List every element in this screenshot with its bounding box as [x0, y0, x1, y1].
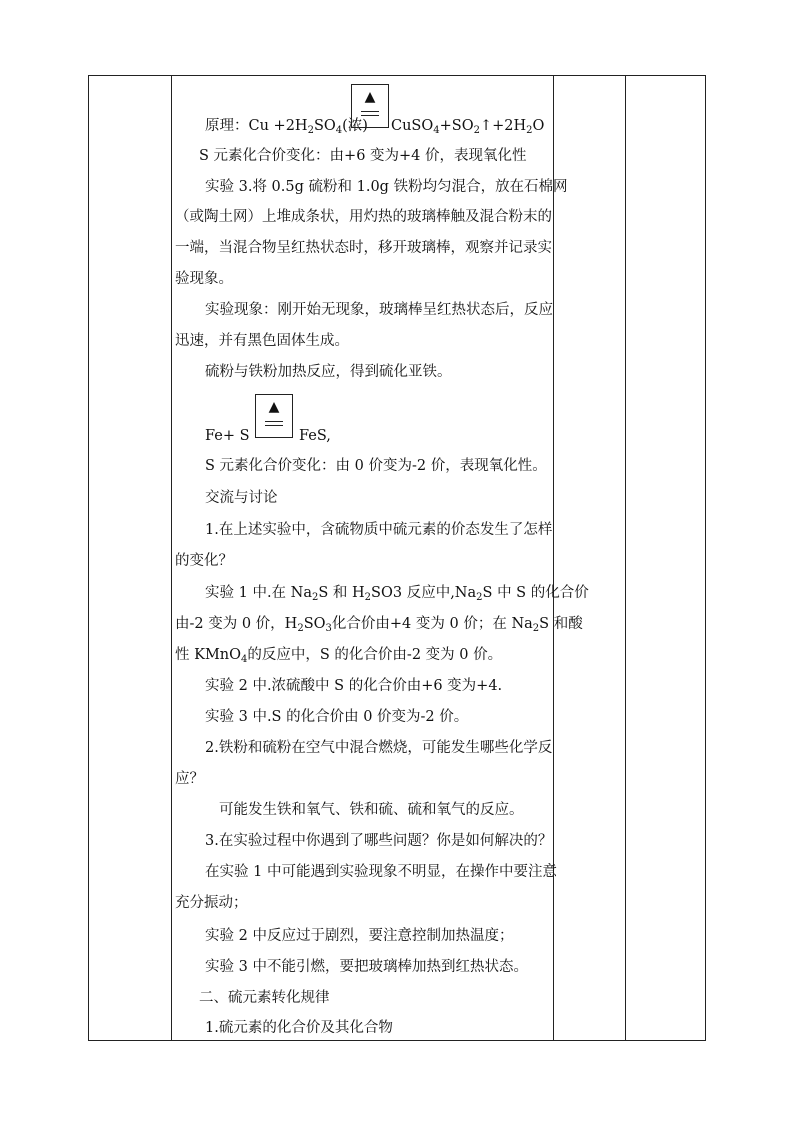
- equal-sign-line: [265, 421, 283, 422]
- text-line: 硫粉与铁粉加热反应，得到硫化亚铁。: [205, 364, 452, 380]
- reaction-condition-box: [351, 84, 389, 128]
- equation-products: FeS,: [299, 428, 331, 444]
- text-line: 迅速，并有黑色固体生成。: [175, 333, 349, 349]
- equation-cu-h2so4: 原理：$Cu +2H_2SO_4$(浓): [205, 118, 368, 136]
- text-line: 一端，当混合物呈红热状态时，移开玻璃棒，观察并记录实: [175, 240, 552, 256]
- heat-triangle-icon: ▲: [268, 399, 280, 415]
- text-line: 1.在上述实验中，含硫物质中硫元素的价态发生了怎样: [205, 522, 553, 538]
- text-line: 1.硫元素的化合价及其化合物: [205, 1020, 393, 1036]
- text-line: 实验现象：刚开始无现象，玻璃棒呈红热状态后，反应: [205, 302, 553, 318]
- text-line: 2.铁粉和硫粉在空气中混合燃烧，可能发生哪些化学反: [205, 740, 553, 756]
- column-divider: [625, 76, 626, 1040]
- text-line: 充分振动；: [175, 895, 248, 911]
- text-line: 实验 2 中反应过于剧烈，要注意控制加热温度；: [205, 928, 514, 944]
- section-heading: 交流与讨论: [205, 490, 278, 506]
- content-cell: [171, 76, 589, 1040]
- text-line: 由-2 变为 0 价，$H_2SO_3$化合价由+4 变为 0 价；在 $Na_2S$ 和酸: [175, 616, 583, 634]
- equal-sign-line: [265, 425, 283, 426]
- reaction-condition-box: [255, 394, 293, 438]
- text-line: （或陶土网）上堆成条状，用灼热的玻璃棒触及混合粉末的: [175, 209, 552, 225]
- text-line: 实验 3 中.S 的化合价由 0 价变为-2 价。: [205, 709, 469, 725]
- section-heading: 二、硫元素转化规律: [199, 990, 330, 1006]
- text-line: 在实验 1 中可能遇到实验现象不明显，在操作中要注意: [205, 864, 557, 880]
- text-line: 3.在实验过程中你遇到了哪些问题？你是如何解决的？: [205, 833, 553, 849]
- column-divider: [553, 76, 554, 1040]
- text-line: 实验 3.将 0.5g 硫粉和 1.0g 铁粉均匀混合，放在石棉网: [205, 179, 568, 195]
- heat-triangle-icon: ▲: [364, 89, 376, 105]
- equal-sign-line: [361, 115, 379, 116]
- text-line: 可能发生铁和氧气、铁和硫、硫和氧气的反应。: [219, 802, 524, 818]
- text-line: 验现象。: [175, 271, 233, 287]
- text-line: S 元素化合价变化：由 0 价变为-2 价，表现氧化性。: [205, 458, 547, 474]
- lesson-table: [88, 75, 706, 1041]
- equation-fe-s: Fe+ S: [205, 428, 250, 444]
- text-line: 实验 3 中不能引燃，要把玻璃棒加热到红热状态。: [205, 959, 528, 975]
- text-line: 实验 1 中.在 $Na_2S$ 和 $H_2SO3$ 反应中$,Na_2S$ 中 S 的化合价: [205, 585, 589, 603]
- text-line: 性 KMnO$_4$的反应中，S 的化合价由-2 变为 0 价。: [175, 647, 503, 665]
- equal-sign-line: [361, 111, 379, 112]
- text-line: 的变化？: [175, 553, 233, 569]
- text-line: 实验 2 中.浓硫酸中 S 的化合价由+6 变为+4.: [205, 678, 503, 694]
- text-line: 应？: [175, 771, 204, 787]
- equation-products: $CuSO_4+SO_2↑+2H_2O$: [391, 118, 545, 136]
- text-line: S 元素化合价变化：由+6 变为+4 价，表现氧化性: [199, 148, 527, 164]
